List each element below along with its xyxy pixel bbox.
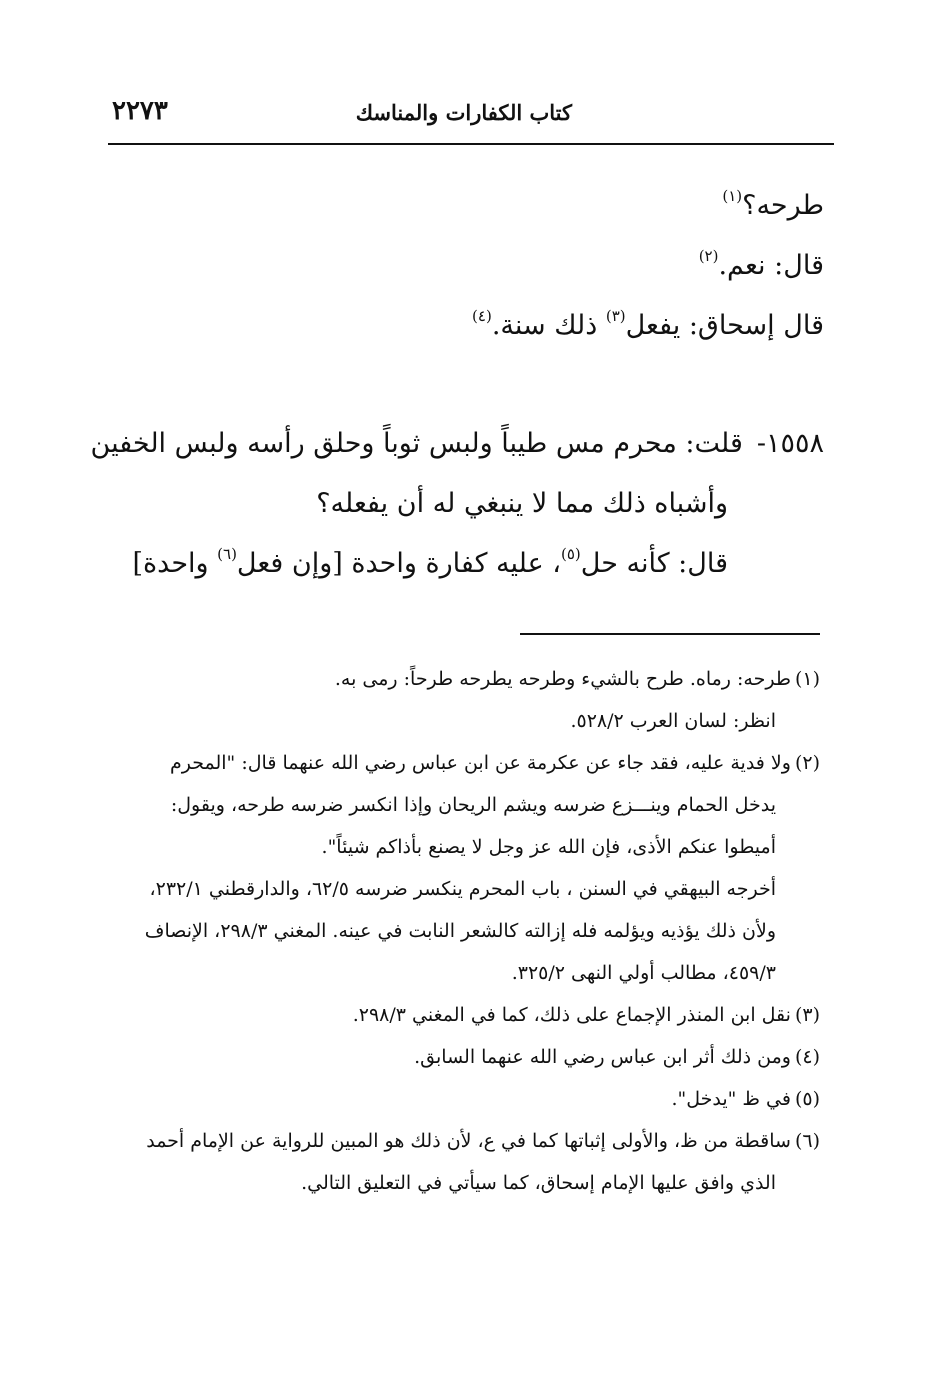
page-number: ٢٢٧٣ — [112, 96, 168, 126]
entry-question: ١٥٥٨-قلت: محرم مس طيباً ولبس ثوباً وحلق رأسه ولبس الخفين — [108, 414, 824, 474]
footnote-3: (٣)نقل ابن المنذر الإجماع على ذلك، كما في المغني ٢٩٨/٣. — [352, 1004, 820, 1026]
footnote-ref[interactable]: (٣) — [605, 307, 626, 325]
footnotes — [104, 658, 820, 1204]
footnote-5: (٥)في ظ "يدخل". — [671, 1088, 820, 1110]
footnote-ref[interactable]: (٢) — [698, 247, 719, 265]
footnote-4: (٤)ومن ذلك أثر ابن عباس رضي الله عنهما السابق. — [414, 1046, 820, 1068]
footnote-ref[interactable]: (٤) — [472, 307, 492, 325]
page-header — [108, 94, 832, 144]
footnote-2: (٢)ولا فدية عليه، فقد جاء عن عكرمة عن ابن عباس رضي الله عنهما قال: "المحرم يدخل الحمام وينـــزع ضرسه ويشم الريحان وإذا انكسر ضرسه طرحه، ويقول: أميطوا عنكم الأذى، فإن الله عز وجل لا يصنع بأذاكم شيئاً". أخرجه البيهقي في السنن ، باب المحرم ينكسر ضرسه ٦٢/٥، والدارقطني ٢٣٢/١، ولأن ذلك يؤذيه ويؤلمه فله إزالته كالشعر النابت في عينه. المغني ٢٩٨/٣، الإنصاف ٤٥٩/٣، مطالب أولي النهى ٣٢٥/٢. — [144, 752, 820, 984]
text-line: طرحه؟$^{(١)}$ — [722, 187, 824, 221]
entry-number: ١٥٥٨- — [756, 428, 824, 459]
footnote-1: (١)طرحه: رماه. طرح بالشيء وطرحه يطرحه طرحاً: رمى به. انظر: لسان العرب ٥٢٨/٢. — [334, 668, 820, 732]
text-line: قال إسحاق: يفعل$^{(٣)}$ ذلك سنة.$^{(٤)}$ — [472, 307, 824, 341]
footnote-ref[interactable]: (٥) — [560, 545, 581, 563]
entry-answer: قال: كأنه حل$^{(٥)}$، عليه كفارة واحدة [وإن فعل$^{(٦)}$ واحدة] — [132, 545, 728, 579]
book-title: كتاب الكفارات والمناسك — [355, 100, 572, 125]
footnote-6: (٦)ساقطة من ظ، والأولى إثباتها كما في ع، لأن ذلك هو المبين للرواية عن الإمام أحمد الذي وافق عليها الإمام إسحاق، كما سيأتي في التعليق التالي. — [146, 1130, 820, 1194]
text-line: قال: نعم.$^{(٢)}$ — [698, 247, 824, 281]
header-divider — [108, 143, 834, 145]
footnote-divider — [520, 633, 820, 635]
main-text — [90, 176, 824, 594]
entry-question-cont: وأشباه ذلك مما لا ينبغي له أن يفعله؟ — [316, 488, 728, 519]
footnote-ref[interactable]: (٦) — [217, 545, 237, 563]
footnote-ref[interactable]: (١) — [722, 187, 743, 205]
